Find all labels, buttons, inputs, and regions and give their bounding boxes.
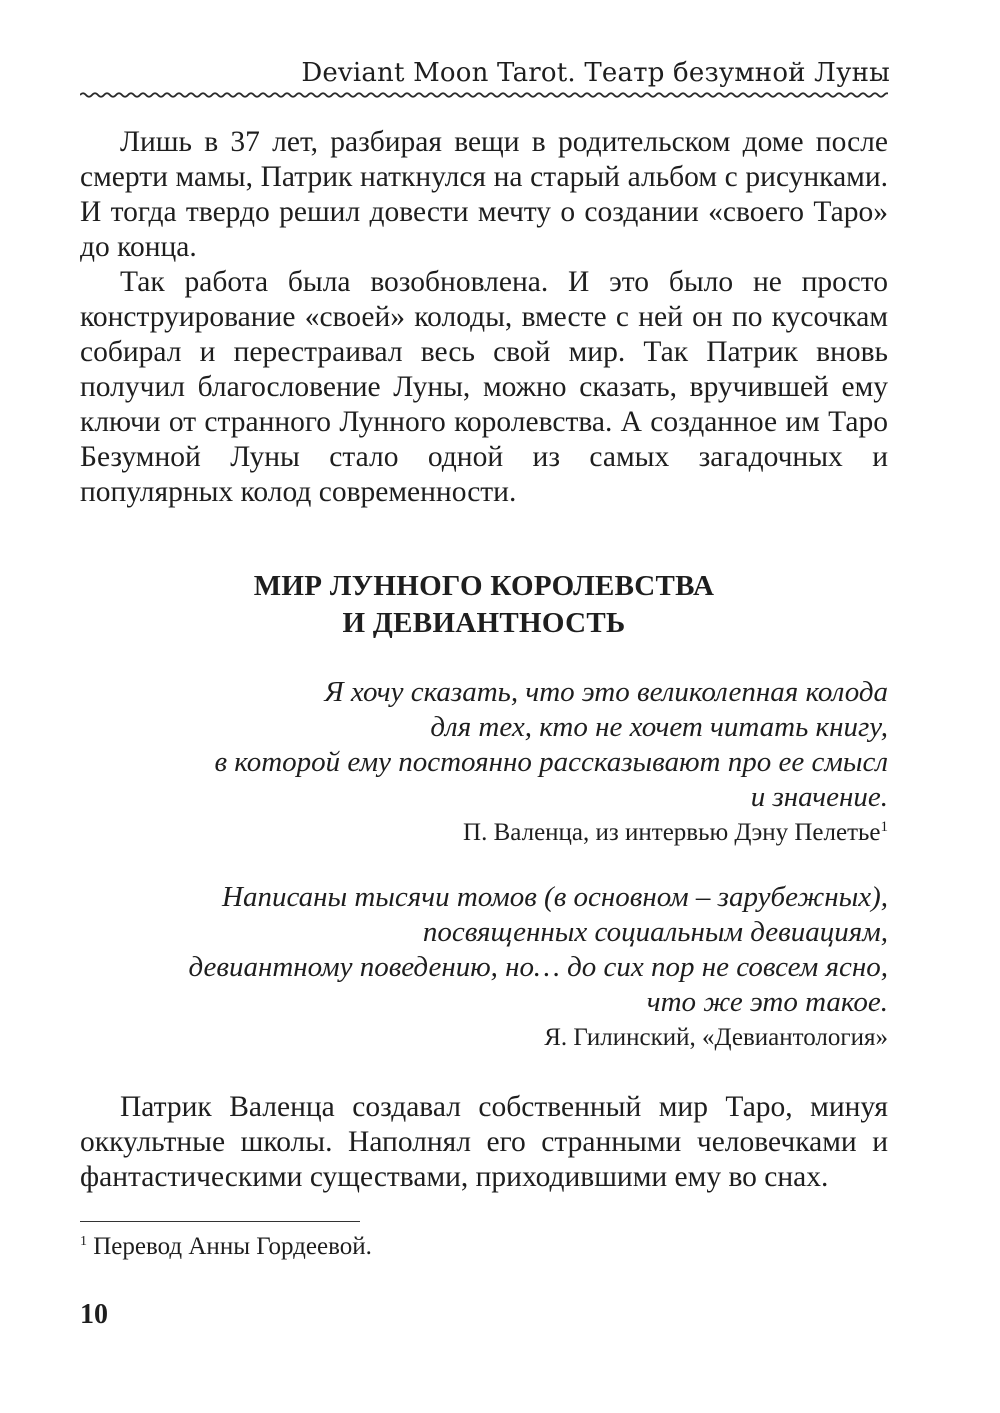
epigraph-line: Я хочу сказать, что это великолепная колода: [324, 676, 888, 708]
page-number: 10: [80, 1299, 108, 1330]
epigraph-line: девиантному поведению, но… до сих пор не совсем ясно,: [188, 951, 888, 983]
epigraph-line: для тех, кто не хочет читать книгу,: [430, 711, 888, 743]
epigraph-attribution: Я. Гилинский, «Девиантология»: [544, 1024, 888, 1051]
epigraph: [80, 675, 888, 851]
body-paragraph: Лишь в 37 лет, разбирая вещи в родительском доме после смерти мамы, Патрик наткнулся на старый альбом с рисунками. И тогда твердо решил довести мечту о создании «своего Таро» до конца.: [80, 126, 888, 263]
epigraph-line: в которой ему постоянно рассказывают про ее смысл: [214, 746, 888, 778]
attribution-text: П. Валенца, из интервью Дэну Пелетье: [463, 819, 881, 846]
epigraph-attribution: [80, 815, 888, 851]
footnote-divider: [80, 1221, 360, 1222]
footnote-marker: 1: [80, 1234, 87, 1249]
running-head: Deviant Moon Tarot. Театр безумной Луны: [301, 58, 890, 88]
wavy-divider: [80, 88, 888, 102]
body-paragraph: Так работа была возобновлена. И это было не просто конструирование «своей» колоды, вместе с ней он по кусочкам собирал и перестраивал весь свой мир. Так Патрик вновь получил благословение Луны, можно сказать, вручившей ему ключи от странного Лунного королевства. А созданное им Таро Безумной Луны стало одной из самых загадочных и популярных колод современности.: [80, 266, 888, 508]
body-paragraph: Патрик Валенца создавал собственный мир Таро, минуя оккультные школы. Наполнял его странными человечками и фантастическими существами, приходившими ему во снах.: [80, 1091, 888, 1193]
epigraph-line: Написаны тысячи томов (в основном – зарубежных),: [222, 881, 888, 913]
epigraph: [80, 880, 888, 1056]
footnote-text: Перевод Анны Гордеевой.: [93, 1233, 372, 1260]
section-heading-line: И ДЕВИАНТНОСТЬ: [342, 607, 626, 639]
epigraph-line: посвященных социальным девиациям,: [422, 916, 888, 948]
epigraph-line: и значение.: [750, 781, 888, 813]
section-heading-line: МИР ЛУННОГО КОРОЛЕВСТВА: [253, 570, 715, 602]
footnote-reference[interactable]: 1: [880, 819, 888, 835]
section-heading: [80, 568, 888, 642]
footnote: [80, 1232, 372, 1262]
epigraph-line: что же это такое.: [646, 986, 888, 1018]
